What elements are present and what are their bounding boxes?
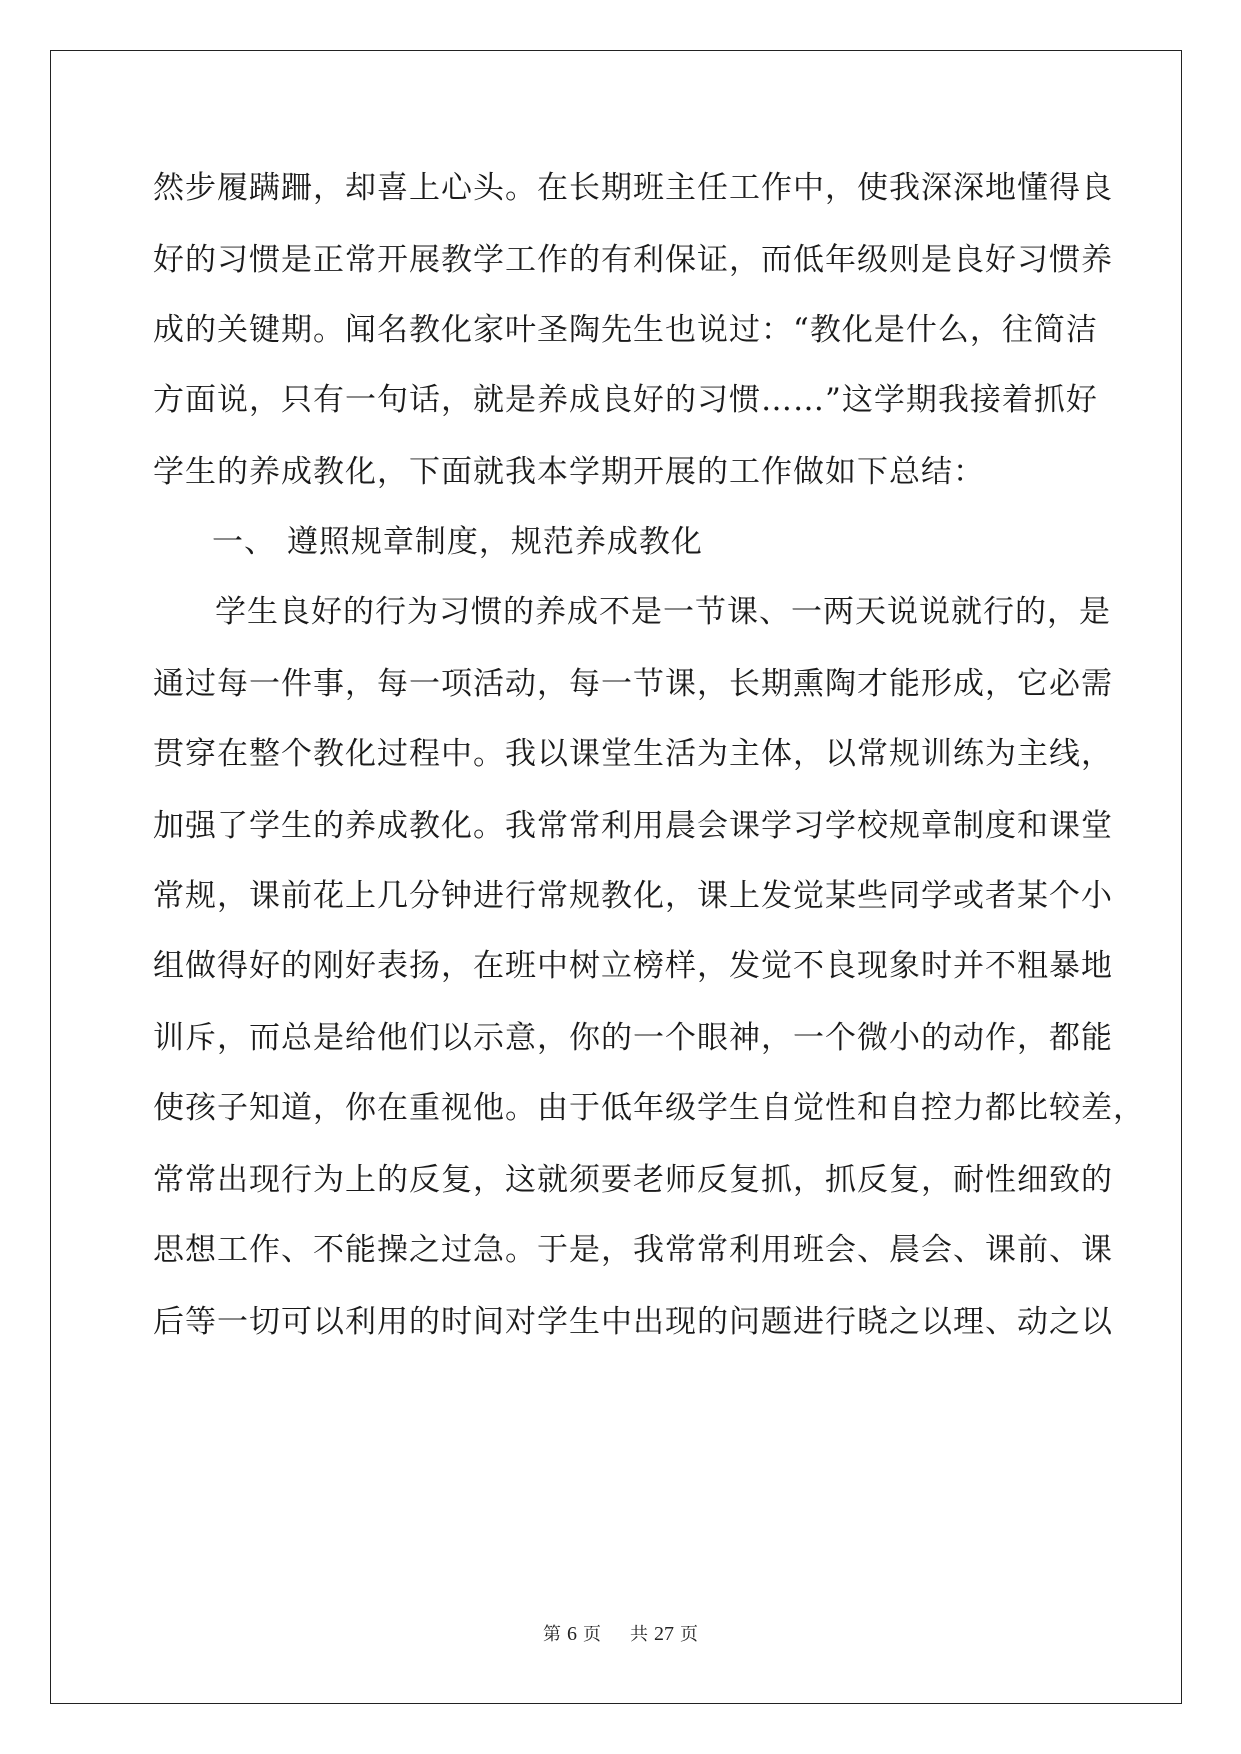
text-line: 训斥，而总是给他们以示意，你的一个眼神，一个微小的动作，都能: [153, 1020, 1113, 1056]
page-footer: [0, 1620, 1241, 1646]
section-heading: 一、 遵照规章制度，规范养成教化: [212, 524, 703, 560]
text-line: 常规，课前花上几分钟进行常规教化，课上发觉某些同学或者某个小: [153, 878, 1113, 914]
text-line: 贯穿在整个教化过程中。我以课堂生活为主体，以常规训练为主线，: [153, 736, 1113, 772]
text-line: 学生的养成教化，下面就我本学期开展的工作做如下总结：: [153, 454, 985, 490]
footer-page-suffix: 页: [583, 1624, 602, 1645]
footer-total-prefix: 共: [629, 1624, 648, 1645]
footer-prefix: 第: [543, 1624, 562, 1645]
text-line: 加强了学生的养成教化。我常常利用晨会课学习学校规章制度和课堂: [153, 808, 1113, 844]
text-line: 常常出现行为上的反复，这就须要老师反复抓，抓反复，耐性细致的: [153, 1162, 1113, 1198]
text-line: 方面说，只有一句话，就是养成良好的习惯……”这学期我接着抓好: [153, 382, 1098, 418]
footer-page-number: 6: [567, 1623, 578, 1645]
text-line: 好的习惯是正常开展教学工作的有利保证，而低年级则是良好习惯养: [153, 242, 1113, 278]
text-line: 思想工作、不能操之过急。于是，我常常利用班会、晨会、课前、课: [153, 1232, 1113, 1268]
text-line: 学生良好的行为习惯的养成不是一节课、一两天说说就行的，是: [215, 594, 1111, 630]
text-line: 然步履蹒跚，却喜上心头。在长期班主任工作中，使我深深地懂得良: [153, 170, 1113, 206]
text-line: 成的关键期。闻名教化家叶圣陶先生也说过：“教化是什么，往简洁: [153, 312, 1098, 348]
text-line: 组做得好的刚好表扬，在班中树立榜样，发觉不良现象时并不粗暴地: [153, 948, 1113, 984]
text-line: 通过每一件事，每一项活动，每一节课，长期熏陶才能形成，它必需: [153, 666, 1113, 702]
footer-total-suffix: 页: [679, 1624, 698, 1645]
text-line: 使孩子知道，你在重视他。由于低年级学生自觉性和自控力都比较差，: [153, 1090, 1145, 1126]
footer-total-pages: 27: [653, 1623, 674, 1645]
text-line: 后等一切可以利用的时间对学生中出现的问题进行晓之以理、动之以: [153, 1304, 1113, 1340]
